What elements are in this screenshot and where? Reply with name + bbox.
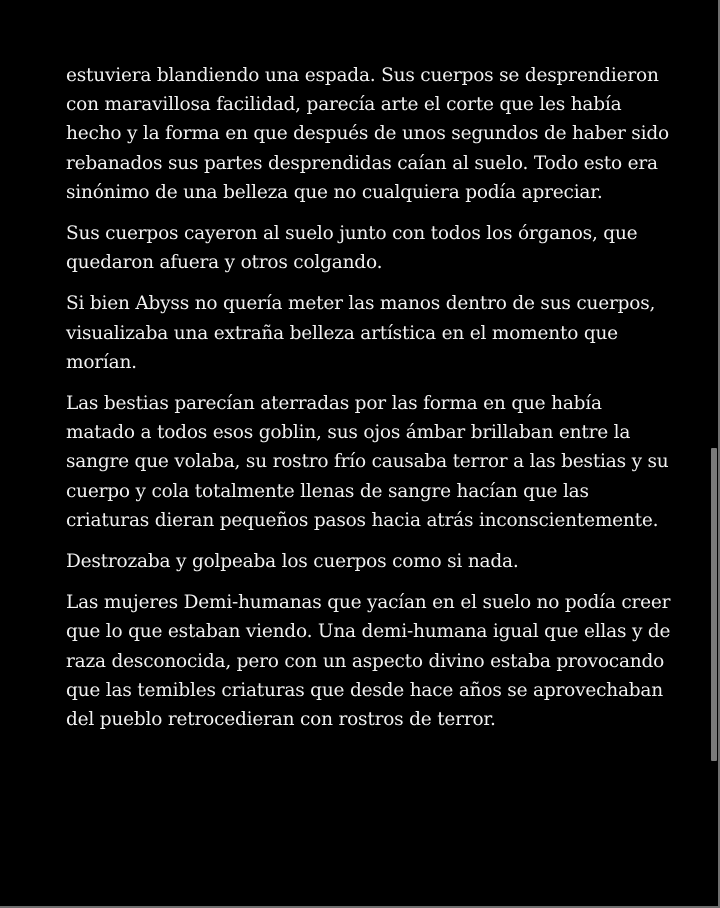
paragraph-6: Las mujeres Demi-humanas que yacían en el suelo no podía creer que lo que estaban viendo. Una demi-humana igual que ellas y de raza desconocida, pero con un aspecto divino estaba provocando que las temibles criaturas que desde hace años se aprovechaban del pueblo retrocedieran con rostros de terror. [66, 592, 671, 731]
paragraph-2: Sus cuerpos cayeron al suelo junto con todos los órganos, que quedaron afuera y otros colgando. [66, 223, 638, 274]
reader-text [66, 61, 676, 746]
paragraph-1: estuviera blandiendo una espada. Sus cuerpos se desprendieron con maravillosa facilidad, parecía arte el corte que les había hecho y la forma en que después de unos segundos de haber sido rebanados sus partes desprendidas caían al suelo. Todo esto era sinónimo de una belleza que no cualquiera podía apreciar. [66, 65, 669, 203]
paragraph-5: Destrozaba y golpeaba los cuerpos como si nada. [66, 551, 519, 573]
paragraph-4: Las bestias parecían aterradas por las forma en que había matado a todos esos goblin, sus ojos ámbar brillaban entre la sangre que volaba, su rostro frío causaba terror a las bestias y su cuerpo y cola totalmente llenas de sangre hacían que las criaturas dieran pequeños pasos hacia atrás inconscientemente. [66, 393, 669, 531]
paragraph-3: Si bien Abyss no quería meter las manos dentro de sus cuerpos, visualizaba una extraña belleza artística en el momento que morían. [66, 293, 656, 373]
scrollbar-thumb[interactable] [711, 448, 717, 761]
